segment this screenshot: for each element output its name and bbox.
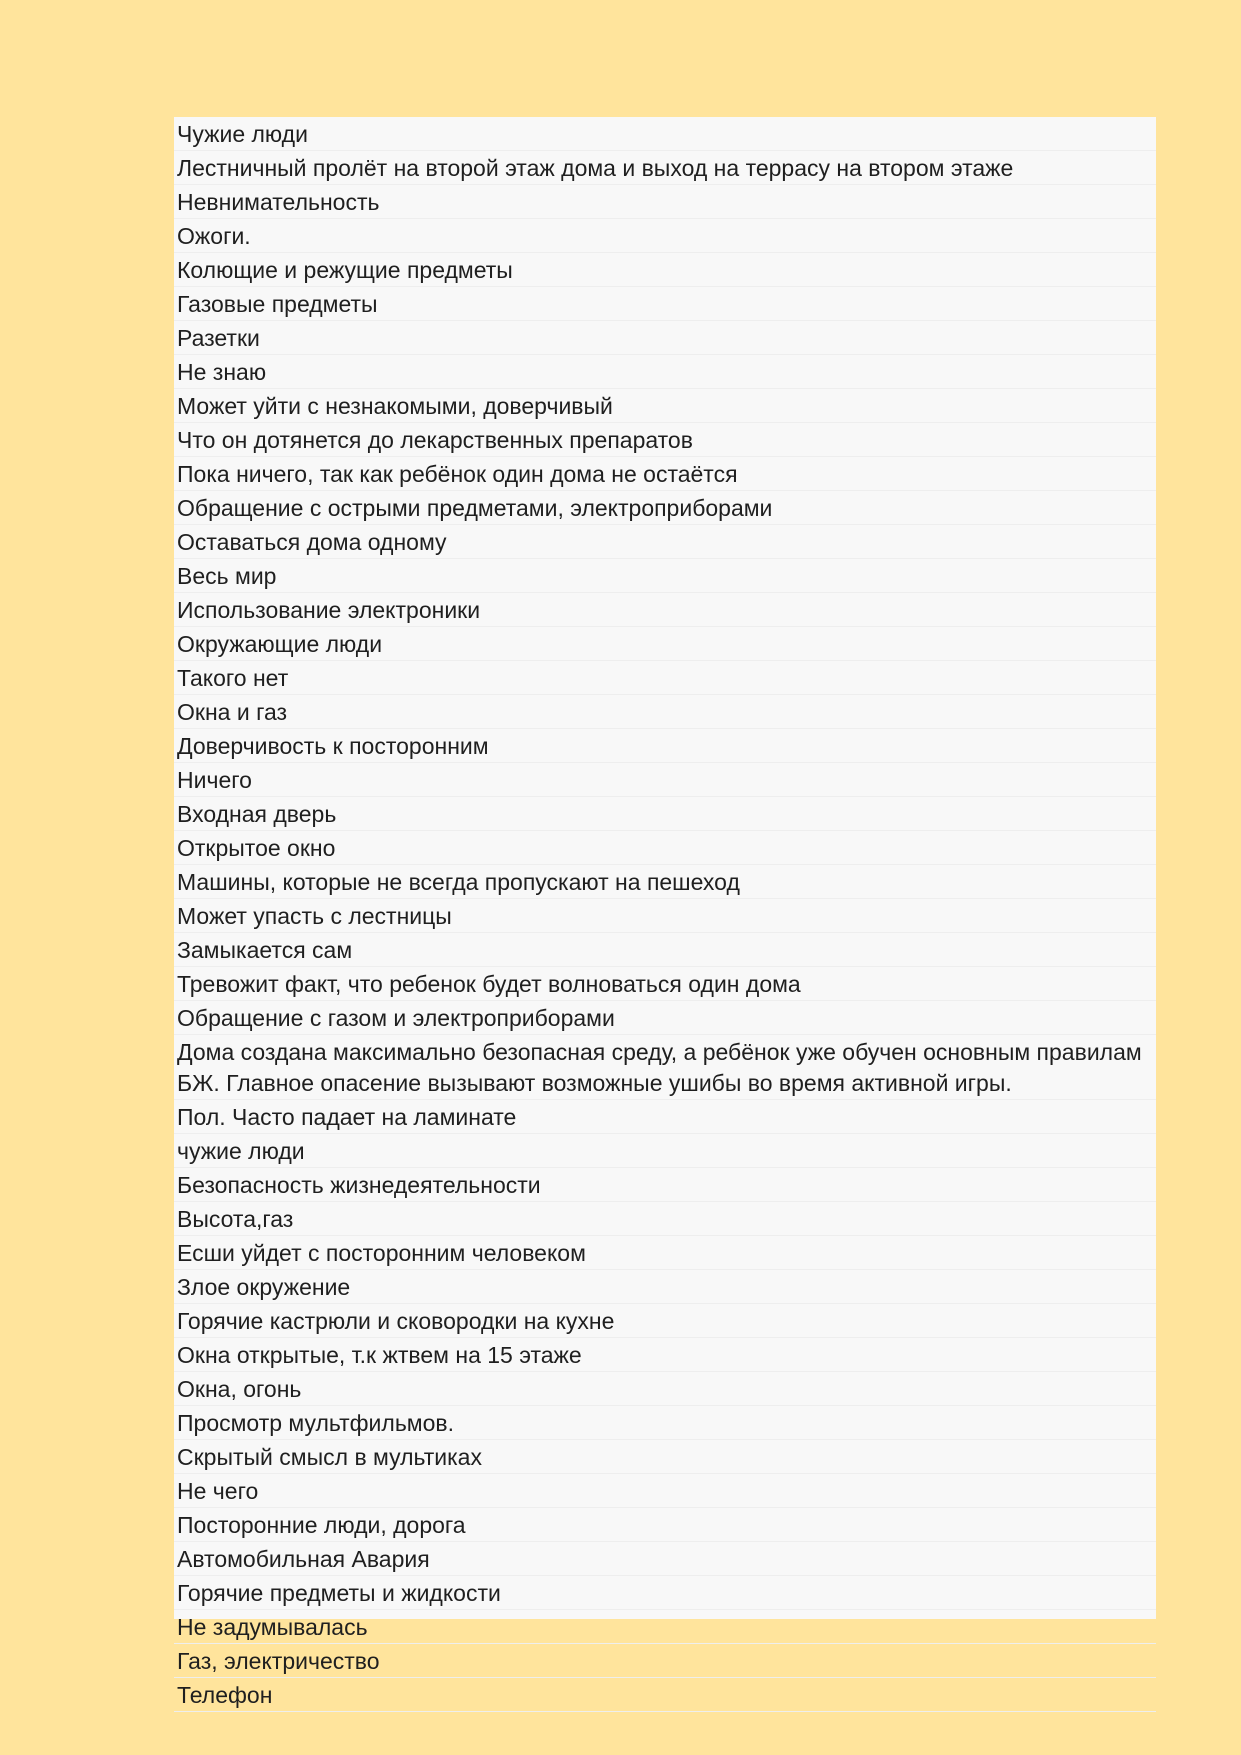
response-row: Оставаться дома одному [174, 525, 1156, 559]
response-row: Разетки [174, 321, 1156, 355]
response-row: Окна и газ [174, 695, 1156, 729]
response-row: Может уйти с незнакомыми, доверчивый [174, 389, 1156, 423]
response-row: Газ, электричество [174, 1644, 1156, 1678]
response-row: Не знаю [174, 355, 1156, 389]
response-row: Газовые предметы [174, 287, 1156, 321]
response-row: Безопасность жизнедеятельности [174, 1168, 1156, 1202]
response-row: Входная дверь [174, 797, 1156, 831]
response-row: Обращение с острыми предметами, электроприборами [174, 491, 1156, 525]
response-row: Замыкается сам [174, 933, 1156, 967]
response-row: Горячие кастрюли и сковородки на кухне [174, 1304, 1156, 1338]
response-row: Высота,газ [174, 1202, 1156, 1236]
response-row: Есши уйдет с посторонним человеком [174, 1236, 1156, 1270]
response-row: Дома создана максимально безопасная среду, а ребёнок уже обучен основным правилам БЖ. Главное опасение вызывают возможные ушибы во время активной игры. [174, 1035, 1156, 1100]
response-row: Ничего [174, 763, 1156, 797]
response-row: Лестничный пролёт на второй этаж дома и выход на террасу на втором этаже [174, 151, 1156, 185]
response-row: Не чего [174, 1474, 1156, 1508]
response-row: Открытое окно [174, 831, 1156, 865]
responses-sheet [174, 117, 1156, 1708]
response-row: Телефон [174, 1678, 1156, 1712]
response-row: Не задумывалась [174, 1610, 1156, 1644]
response-row: Весь мир [174, 559, 1156, 593]
response-row: Окружающие люди [174, 627, 1156, 661]
response-row: Колющие и режущие предметы [174, 253, 1156, 287]
response-row: Скрытый смысл в мультиках [174, 1440, 1156, 1474]
response-row: Использование электроники [174, 593, 1156, 627]
response-row: Может упасть с лестницы [174, 899, 1156, 933]
response-row: Доверчивость к посторонним [174, 729, 1156, 763]
response-row: Чужие люди [174, 117, 1156, 151]
response-row: Злое окружение [174, 1270, 1156, 1304]
response-row: Что он дотянется до лекарственных препаратов [174, 423, 1156, 457]
response-row: Пока ничего, так как ребёнок один дома не остаётся [174, 457, 1156, 491]
response-row: Горячие предметы и жидкости [174, 1576, 1156, 1610]
response-row: Окна открытые, т.к жтвем на 15 этаже [174, 1338, 1156, 1372]
response-row: Тревожит факт, что ребенок будет волноваться один дома [174, 967, 1156, 1001]
response-row: Автомобильная Авария [174, 1542, 1156, 1576]
responses-list [174, 117, 1156, 1712]
response-row: Машины, которые не всегда пропускают на пешеход [174, 865, 1156, 899]
response-row: Посторонние люди, дорога [174, 1508, 1156, 1542]
response-row: Пол. Часто падает на ламинате [174, 1100, 1156, 1134]
response-row: Невнимательность [174, 185, 1156, 219]
response-row: Просмотр мультфильмов. [174, 1406, 1156, 1440]
response-row: Окна, огонь [174, 1372, 1156, 1406]
response-row: чужие люди [174, 1134, 1156, 1168]
response-row: Обращение с газом и электроприборами [174, 1001, 1156, 1035]
response-row: Такого нет [174, 661, 1156, 695]
response-row: Ожоги. [174, 219, 1156, 253]
